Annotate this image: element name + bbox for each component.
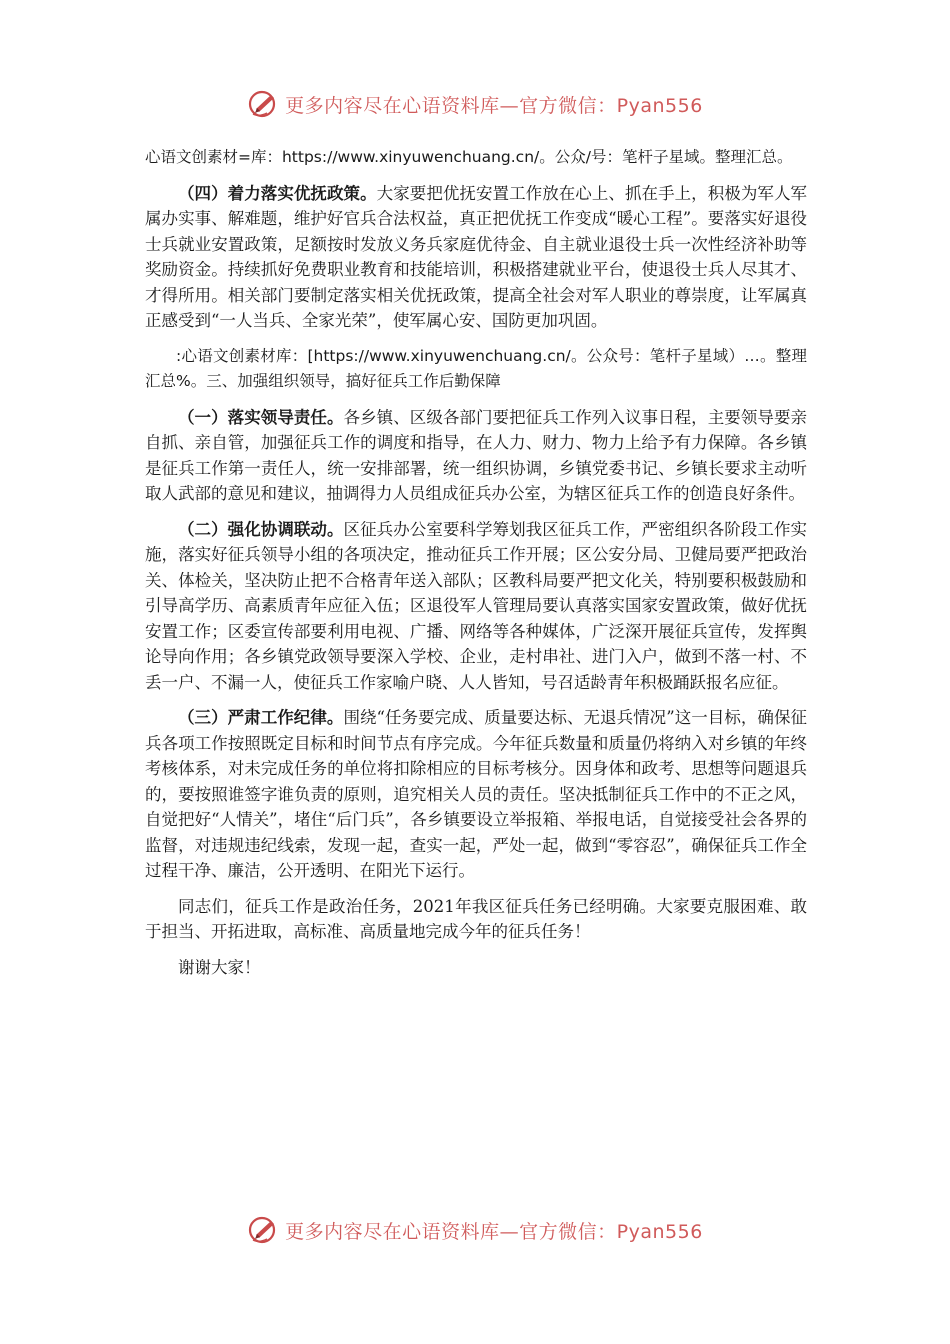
banner-text: 更多内容尽在心语资料库—官方微信： — [285, 94, 617, 117]
header-banner — [0, 84, 950, 124]
paragraph-text: 各乡镇、区级各部门要把征兵工作列入议事日程，主要领导要亲自抓、亲自管，加强征兵工作的调度和指导，在人力、财力、物力上给予有力保障。各乡镇是征兵工作第一责任人，统一安排部署，统一组织协调，乡镇党委书记、乡镇长要求主动听取人武部的意见和建议，抽调得力人员组成征兵办公室，为辖区征兵工作的创造良好条件。 — [145, 407, 808, 503]
paragraph-text: 心语文创素材=库：https://www.xinyuwenchuang.cn/。公众/号：笔杆子星域。整理汇总。 — [145, 148, 793, 166]
paragraph-text: 谢谢大家！ — [178, 957, 261, 977]
paragraph-text: :心语文创素材库：[https://www.xinyuwenchuang.cn/。公众号：笔杆子星域）…。整理汇总%。三、加强组织领导，搞好征兵工作后勤保障 — [145, 346, 807, 390]
pen-logo-icon — [247, 87, 281, 121]
section-heading: （二）强化协调联动。 — [178, 519, 344, 539]
pen-logo-icon — [247, 1213, 281, 1247]
section-heading: （三）严肃工作纪律。 — [178, 708, 344, 727]
paragraph — [145, 705, 807, 884]
paragraph — [145, 955, 807, 981]
paragraph — [145, 517, 807, 696]
paragraph — [145, 405, 807, 507]
paragraph-text: 同志们，征兵工作是政治任务，2021年我区征兵任务已经明确。大家要克服困难、敢于担当、开拓进取，高标准、高质量地完成今年的征兵任务！ — [145, 896, 807, 941]
paragraph-text: 区征兵办公室要科学筹划我区征兵工作，严密组织各阶段工作实施，落实好征兵领导小组的各项决定，推动征兵工作开展；区公安分局、卫健局要严把政治关、体检关，坚决防止把不合格青年送入部队；区教科局要严把文化关，特别要积极鼓励和引导高学历、高素质青年应征入伍；区退役军人管理局要认真落实国家安置政策，做好优抚安置工作；区委宣传部要利用电视、广播、网络等各种媒体，广泛深开展征兵宣传，发挥舆论导向作用；各乡镇党政领导要深入学校、企业，走村串社、进门入户，做到不落一村、不丢一户、不漏一人，使征兵工作家喻户晓、人人皆知，号召适龄青年积极踊跃报名应征。 — [145, 519, 808, 692]
banner-wechat-id: Pyan556 — [616, 1220, 703, 1243]
footer-banner — [0, 1210, 950, 1250]
banner-text: 更多内容尽在心语资料库—官方微信： — [285, 1220, 617, 1243]
document-body — [145, 145, 807, 990]
banner-wechat-id: Pyan556 — [616, 94, 703, 117]
paragraph — [145, 145, 807, 171]
paragraph — [145, 894, 807, 945]
paragraph — [145, 344, 807, 395]
section-heading: （四）着力落实优抚政策。 — [178, 183, 377, 203]
paragraph-text: 围绕“任务要完成、质量要达标、无退兵情况”这一目标，确保征兵各项工作按照既定目标和时间节点有序完成。今年征兵数量和质量仍将纳入对乡镇的年终考核体系，对未完成任务的单位将扣除相应的目标考核分。因身体和政考、思想等问题退兵的，要按照谁签字谁负责的原则，追究相关人员的责任。坚决抵制征兵工作中的不正之风，自觉把好“人情关”，堵住“后门兵”，各乡镇要设立举报箱、举报电话，自觉接受社会各界的监督，对违规违纪线索，发现一起，查实一起，严处一起，做到“零容忍”，确保征兵工作全过程干净、廉洁，公开透明、在阳光下运行。 — [145, 708, 808, 880]
section-heading: （一）落实领导责任。 — [178, 407, 344, 427]
paragraph — [145, 181, 807, 334]
paragraph-text: 大家要把优抚安置工作放在心上、抓在手上，积极为军人军属办实事、解难题，维护好官兵合法权益，真正把优抚工作变成“暖心工程”。要落实好退役士兵就业安置政策，足额按时发放义务兵家庭优待金、自主就业退役士兵一次性经济补助等奖励资金。持续抓好免费职业教育和技能培训，积极搭建就业平台，使退役士兵人尽其才、才得所用。相关部门要制定落实相关优抚政策，提高全社会对军人职业的尊崇度，让军属真正感受到“一人当兵、全家光荣”，使军属心安、国防更加巩固。 — [145, 183, 808, 330]
